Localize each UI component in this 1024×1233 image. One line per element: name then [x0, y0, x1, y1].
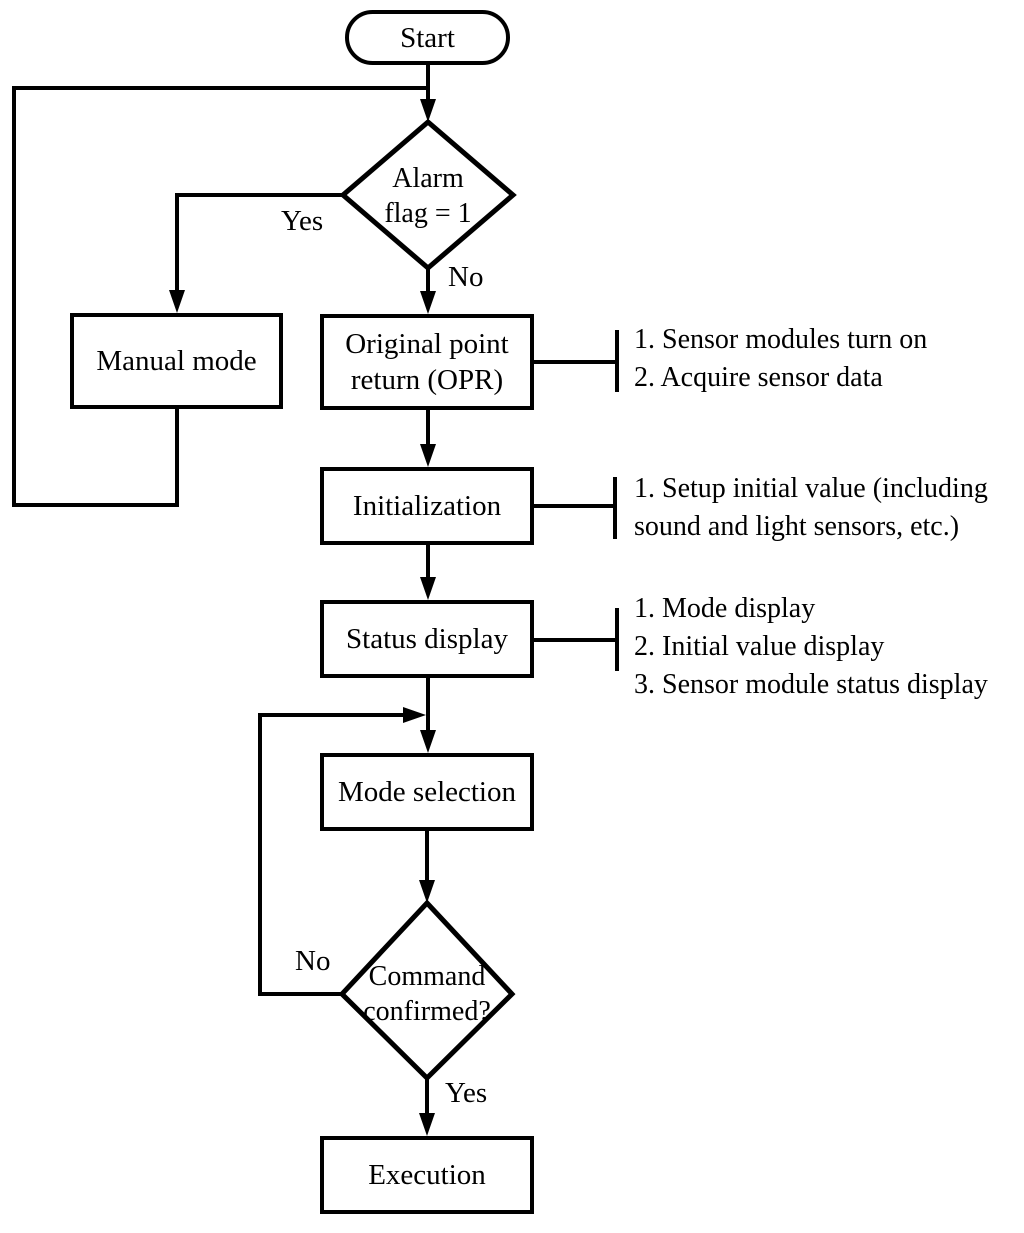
node-initialization [320, 467, 534, 545]
edge-label-alarm-no: No [448, 261, 484, 293]
execution-label: Execution [368, 1159, 486, 1191]
connector-status-note [534, 608, 617, 671]
annotation-line: 3. Sensor module status display [634, 669, 988, 700]
manual-mode-label: Manual mode [96, 345, 257, 377]
alarm-decision-line2: flag = 1 [384, 198, 472, 229]
annotation-line: 1. Setup initial value (including [634, 473, 988, 504]
arrowhead-command-no-loop [403, 707, 426, 723]
annotation-line: 2. Initial value display [634, 631, 885, 662]
arrowhead-into-alarm [420, 99, 436, 122]
command-decision-line2: confirmed? [363, 996, 491, 1027]
node-start [345, 10, 510, 65]
annotation-line: 2. Acquire sensor data [634, 362, 883, 393]
annotation-line: 1. Mode display [634, 593, 816, 624]
annotation-initialization [634, 470, 988, 546]
edge-label-command-no: No [295, 945, 331, 977]
annotation-status [634, 590, 988, 704]
node-command-decision-label [337, 955, 517, 1033]
arrowhead-into-opr [420, 291, 436, 314]
alarm-decision-line1: Alarm [392, 163, 464, 194]
node-mode-selection [320, 753, 534, 831]
command-decision-line1: Command [368, 961, 486, 992]
annotation-line: 1. Sensor modules turn on [634, 324, 928, 355]
initialization-label: Initialization [352, 490, 502, 522]
node-manual-mode [70, 313, 283, 409]
node-alarm-decision-label [348, 158, 508, 234]
annotation-line: sound and light sensors, etc.) [634, 511, 960, 542]
node-opr [320, 314, 534, 410]
opr-label-line2: return (OPR) [350, 364, 504, 396]
edge-manual-return-loop [14, 88, 428, 505]
mode-selection-label: Mode selection [338, 776, 516, 808]
arrowhead-into-status [420, 577, 436, 600]
arrowhead-into-manual-mode [169, 290, 185, 313]
arrowhead-into-mode [420, 730, 436, 753]
edge-label-alarm-yes: Yes [281, 205, 324, 237]
opr-label-line1: Original point [345, 328, 509, 360]
annotation-opr [634, 321, 927, 397]
connector-initialization-note [534, 477, 615, 539]
connector-opr-note [534, 330, 617, 392]
node-status-display [320, 600, 534, 678]
arrowhead-into-execution [419, 1113, 435, 1136]
edge-label-command-yes: Yes [445, 1077, 488, 1109]
arrowhead-into-initialization [420, 444, 436, 467]
node-start-label: Start [400, 21, 455, 54]
node-execution [320, 1136, 534, 1214]
status-display-label: Status display [346, 623, 508, 655]
